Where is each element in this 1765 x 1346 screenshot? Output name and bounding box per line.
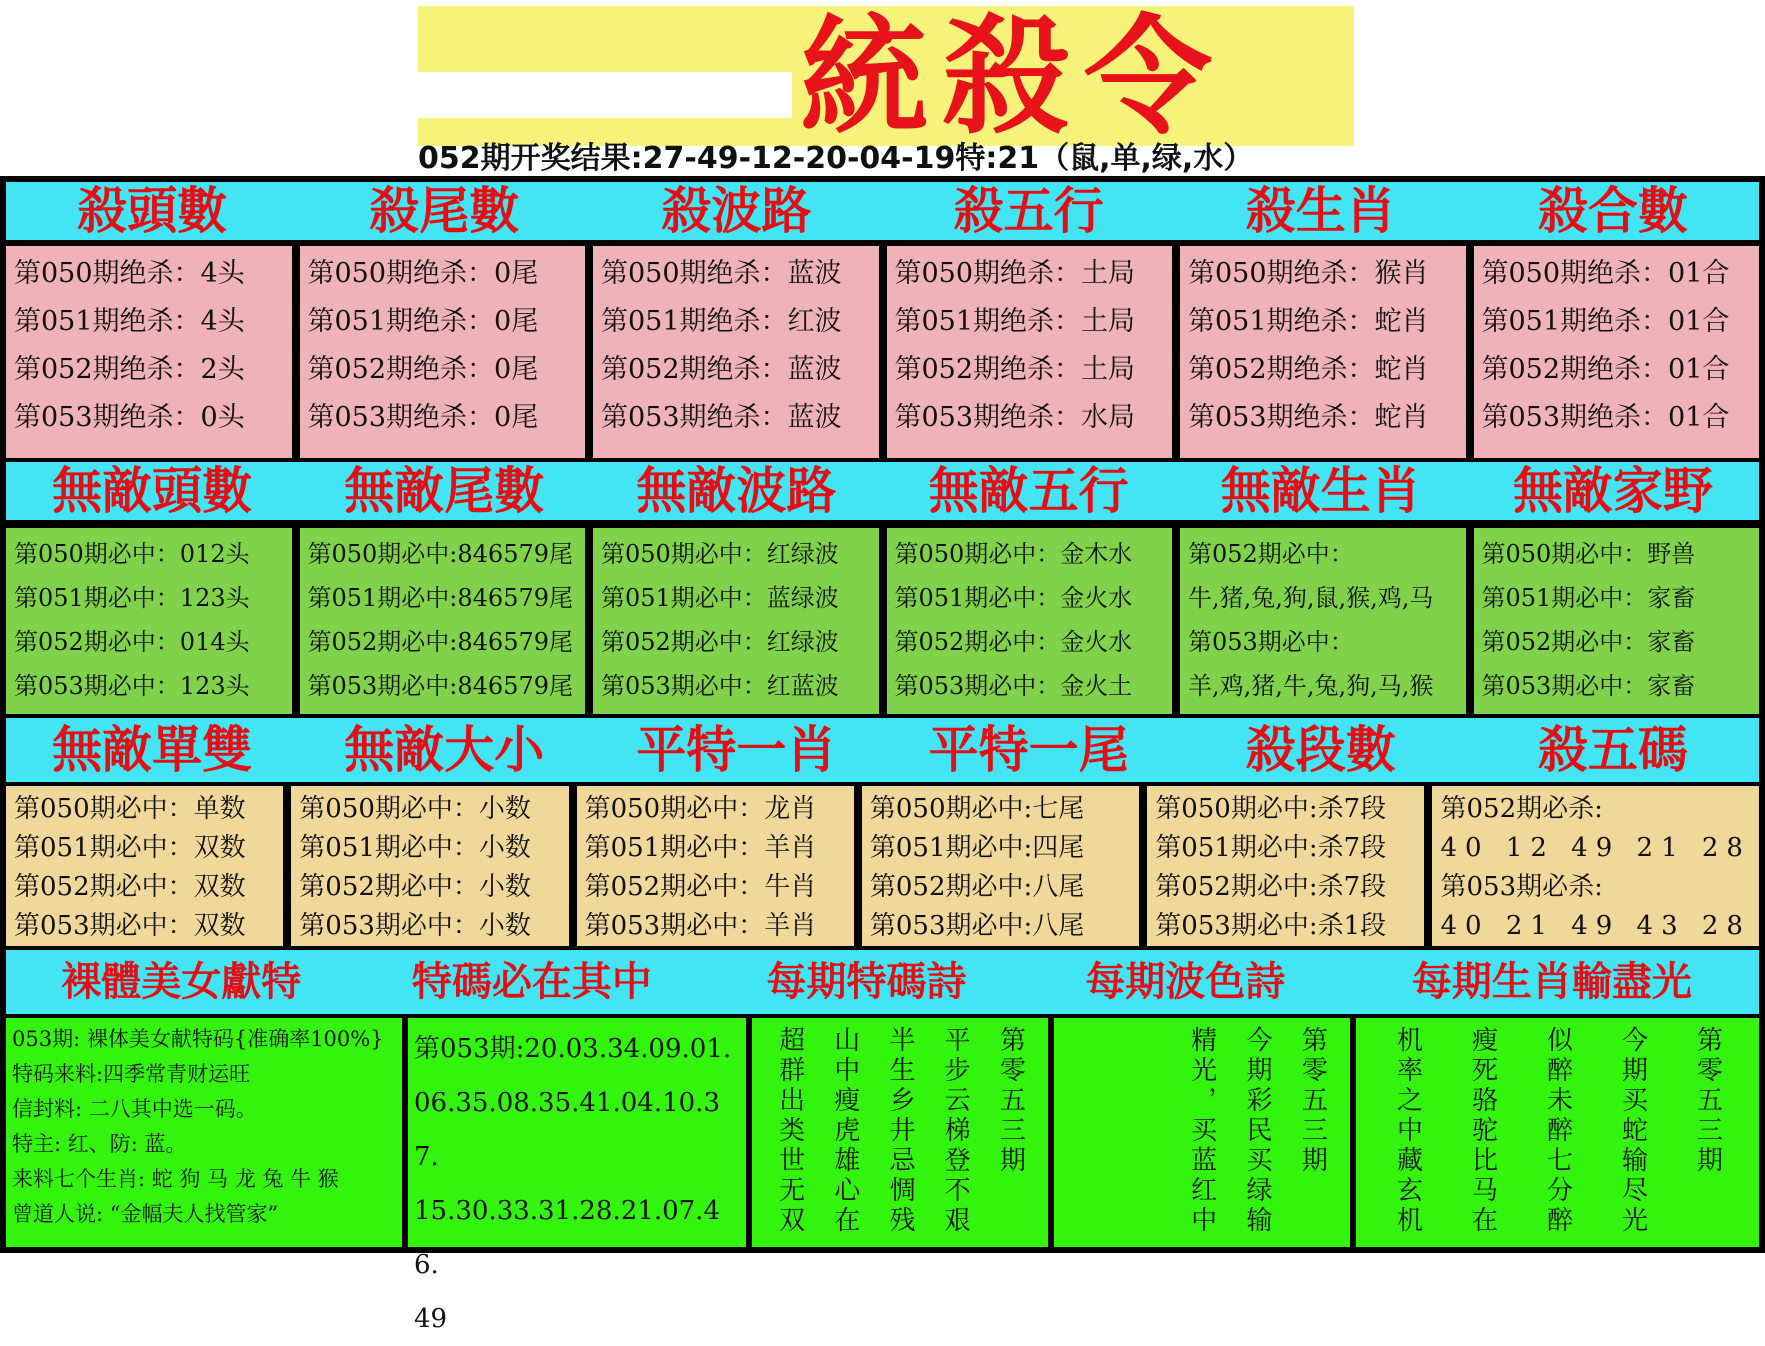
header-invincible-head: 無敵頭數 bbox=[52, 461, 253, 520]
kill-wave-column bbox=[593, 246, 879, 458]
tema-line: 49 bbox=[414, 1304, 448, 1334]
header-flat-tail: 平特一尾 bbox=[928, 720, 1129, 779]
tema-poem-panel bbox=[752, 1018, 1048, 1247]
header-kill-sum: 殺合數 bbox=[1537, 181, 1688, 240]
list-item: 第051期必中：123头 bbox=[14, 584, 250, 612]
header-invincible-tail: 無敵尾數 bbox=[344, 461, 545, 520]
list-item: 牛,猪,兔,狗,鼠,猴,鸡,马 bbox=[1188, 584, 1434, 612]
kill-numbers: 40 12 49 21 28 bbox=[1440, 833, 1751, 863]
header-odd-even: 無敵單雙 bbox=[52, 720, 253, 779]
kill-segment-column bbox=[1147, 786, 1424, 946]
kill-numbers: 40 21 49 43 28 bbox=[1440, 911, 1751, 941]
list-item: 第053期绝杀：0头 bbox=[14, 402, 245, 433]
list-item: 第052期必中：牛肖 bbox=[584, 872, 817, 902]
header-tema-poem: 每期特碼詩 bbox=[766, 959, 967, 1005]
kill-five-column bbox=[1432, 786, 1758, 946]
section4-body bbox=[6, 1018, 1759, 1334]
header-wave-poem: 每期波色詩 bbox=[1085, 959, 1286, 1005]
list-item: 第051期绝杀：4头 bbox=[14, 306, 245, 337]
poem-column: 超群出类世无双 bbox=[774, 1026, 805, 1236]
list-item: 第053期必中：金火土 bbox=[894, 672, 1133, 700]
list-item: 第053期必中：小数 bbox=[299, 911, 531, 941]
list-item: 第051期必中：金火水 bbox=[894, 584, 1133, 612]
poem-column: 第零五三期 bbox=[995, 1026, 1026, 1176]
beauty-line: 特主: 红、防: 蓝。 bbox=[12, 1132, 187, 1156]
header-invincible-zodiac: 無敵生肖 bbox=[1220, 461, 1421, 520]
flat-zodiac-column bbox=[577, 786, 854, 946]
list-item: 第052期绝杀：蛇肖 bbox=[1188, 354, 1429, 385]
list-item: 第051期绝杀：蛇肖 bbox=[1188, 306, 1429, 337]
poem-column: 第零五三期 bbox=[1297, 1026, 1328, 1176]
list-item: 第053期必中：123头 bbox=[14, 672, 250, 700]
list-item: 第053期必杀: bbox=[1440, 872, 1603, 902]
list-item: 第050期绝杀：土局 bbox=[894, 258, 1136, 289]
list-item: 第052期绝杀：2头 bbox=[14, 354, 245, 385]
header-zodiac-lose: 每期生肖輸盡光 bbox=[1411, 959, 1692, 1005]
banner-white-strip bbox=[418, 72, 792, 118]
list-item: 第052期必杀: bbox=[1440, 794, 1603, 824]
logo-title: 統殺令 bbox=[800, 2, 1227, 152]
invincible-zodiac-column bbox=[1180, 528, 1466, 714]
list-item: 第052期绝杀：0尾 bbox=[307, 354, 539, 385]
list-item: 第051期必中：蓝绿波 bbox=[601, 584, 839, 612]
list-item: 第051期必中:846579尾 bbox=[307, 584, 574, 612]
list-item: 第051期必中：羊肖 bbox=[584, 833, 817, 863]
list-item: 第050期必中：红绿波 bbox=[601, 540, 839, 568]
poem-column: 精光，买蓝红中 bbox=[1186, 1026, 1217, 1236]
list-item: 第053期绝杀：0尾 bbox=[307, 402, 539, 433]
kill-tail-column bbox=[300, 246, 586, 458]
kill-sum-column bbox=[1474, 246, 1760, 458]
list-item: 第051期必中：小数 bbox=[299, 833, 531, 863]
list-item: 第052期必中:八尾 bbox=[869, 872, 1085, 902]
list-item: 第051期绝杀：土局 bbox=[894, 306, 1136, 337]
list-item: 第053期绝杀：蛇肖 bbox=[1188, 402, 1429, 433]
kill-element-column bbox=[887, 246, 1173, 458]
flat-tail-column bbox=[862, 786, 1139, 946]
list-item: 第052期必中：家畜 bbox=[1481, 628, 1696, 656]
list-item: 第050期必中：012头 bbox=[14, 540, 250, 568]
list-item: 第050期必中:七尾 bbox=[869, 794, 1085, 824]
header-kill-tail: 殺尾數 bbox=[369, 181, 520, 240]
header-big-small: 無敵大小 bbox=[344, 720, 545, 779]
list-item: 第053期绝杀：01合 bbox=[1481, 402, 1730, 433]
kill-zodiac-column bbox=[1180, 246, 1466, 458]
list-item: 第050期绝杀：0尾 bbox=[307, 258, 539, 289]
list-item: 第050期必中：龙肖 bbox=[584, 794, 817, 824]
list-item: 第052期必中：金火水 bbox=[894, 628, 1133, 656]
header-kill-segment: 殺段數 bbox=[1245, 720, 1396, 779]
header-tema: 特碼必在其中 bbox=[411, 959, 652, 1005]
header-invincible-domestic-wild: 無敵家野 bbox=[1512, 461, 1713, 520]
beauty-line: 来料七个生肖: 蛇 狗 马 龙 兔 牛 猴 bbox=[12, 1167, 339, 1191]
list-item: 第053期绝杀：蓝波 bbox=[601, 402, 842, 433]
poem-column: 瘦死骆驼比马在 bbox=[1467, 1026, 1498, 1236]
list-item: 第053期必中:846579尾 bbox=[307, 672, 574, 700]
list-item: 第053期必中：家畜 bbox=[1481, 672, 1696, 700]
draw-result: 052期开奖结果:27-49-12-20-04-19特:21（鼠,单,绿,水） bbox=[418, 141, 1254, 176]
header-kill-head: 殺頭數 bbox=[77, 181, 228, 240]
wave-poem-panel bbox=[1054, 1018, 1350, 1247]
odd-even-column bbox=[6, 786, 283, 946]
beauty-line: 特码来料:四季常青财运旺 bbox=[12, 1062, 251, 1086]
list-item: 第052期必中：小数 bbox=[299, 872, 531, 902]
list-item: 第050期必中：小数 bbox=[299, 794, 531, 824]
list-item: 第050期绝杀：01合 bbox=[1481, 258, 1730, 289]
beauty-line: 053期: 裸体美女献特码{准确率100%} bbox=[12, 1027, 384, 1051]
section4-header bbox=[6, 950, 1759, 1014]
list-item: 第050期绝杀：4头 bbox=[14, 258, 245, 289]
list-item: 第053期必中:八尾 bbox=[869, 911, 1085, 941]
list-item: 第052期必中：014头 bbox=[14, 628, 250, 656]
section3-header bbox=[6, 718, 1759, 782]
section1-body bbox=[6, 246, 1759, 458]
poem-column: 机率之中藏玄机 bbox=[1392, 1026, 1423, 1236]
invincible-element-column bbox=[887, 528, 1173, 714]
kill-head-column bbox=[6, 246, 292, 458]
beauty-panel bbox=[6, 1018, 402, 1247]
list-item: 第053期必中：羊肖 bbox=[584, 911, 817, 941]
list-item: 第050期必中:846579尾 bbox=[307, 540, 574, 568]
list-item: 第053期必中:杀1段 bbox=[1155, 911, 1387, 941]
poem-column: 山中瘦虎雄心在 bbox=[829, 1026, 860, 1236]
header-beauty: 裸體美女獻特 bbox=[61, 959, 302, 1005]
invincible-tail-column bbox=[300, 528, 586, 714]
list-item: 第051期绝杀：01合 bbox=[1481, 306, 1730, 337]
poem-column: 半生乡井忌惆残 bbox=[884, 1026, 915, 1236]
poem-column: 第零五三期 bbox=[1692, 1026, 1723, 1176]
list-item: 第052期绝杀：01合 bbox=[1481, 354, 1730, 385]
beauty-line: 曾道人说: “金幅夫人找管家” bbox=[12, 1202, 279, 1226]
list-item: 第053期必中： bbox=[1188, 628, 1354, 656]
list-item: 第051期必中：家畜 bbox=[1481, 584, 1696, 612]
list-item: 第052期必中：红绿波 bbox=[601, 628, 839, 656]
section2-header bbox=[6, 462, 1759, 520]
list-item: 第050期必中:杀7段 bbox=[1155, 794, 1387, 824]
list-item: 第050期必中：金木水 bbox=[894, 540, 1133, 568]
list-item: 第051期绝杀：0尾 bbox=[307, 306, 539, 337]
big-small-column bbox=[291, 786, 568, 946]
tema-line: 15.30.33.31.28.21.07.46. bbox=[414, 1196, 720, 1280]
list-item: 第052期必中： bbox=[1188, 540, 1354, 568]
list-item: 第051期绝杀：红波 bbox=[601, 306, 842, 337]
list-item: 第051期必中:四尾 bbox=[869, 833, 1085, 863]
section3-body bbox=[6, 786, 1759, 946]
header-kill-zodiac: 殺生肖 bbox=[1245, 181, 1396, 240]
section2-body bbox=[6, 528, 1759, 714]
list-item: 第052期绝杀：蓝波 bbox=[601, 354, 842, 385]
invincible-wave-column bbox=[593, 528, 879, 714]
tema-line: 第053期:20.03.34.09.01. bbox=[414, 1034, 732, 1064]
header-kill-wave: 殺波路 bbox=[661, 181, 812, 240]
poem-column: 今期彩民买绿输 bbox=[1241, 1026, 1272, 1236]
list-item: 第050期必中：野兽 bbox=[1481, 540, 1696, 568]
list-item: 羊,鸡,猪,牛,兔,狗,马,猴 bbox=[1188, 672, 1434, 700]
header-flat-zodiac: 平特一肖 bbox=[636, 720, 837, 779]
list-item: 第053期绝杀：水局 bbox=[894, 402, 1136, 433]
invincible-domestic-wild-column bbox=[1474, 528, 1760, 714]
header-kill-five: 殺五碼 bbox=[1537, 720, 1688, 779]
list-item: 第050期绝杀：猴肖 bbox=[1188, 258, 1429, 289]
list-item: 第051期必中:杀7段 bbox=[1155, 833, 1387, 863]
poem-column: 似醉未醉七分醉 bbox=[1542, 1026, 1573, 1236]
invincible-head-column bbox=[6, 528, 292, 714]
list-item: 第052期必中：双数 bbox=[14, 872, 246, 902]
beauty-line: 信封料: 二八其中选一码。 bbox=[12, 1097, 257, 1121]
poem-column: 今期买蛇输尽光 bbox=[1617, 1026, 1648, 1236]
list-item: 第051期必中：双数 bbox=[14, 833, 246, 863]
list-item: 第050期绝杀：蓝波 bbox=[601, 258, 842, 289]
tema-line: 06.35.08.35.41.04.10.37. bbox=[414, 1088, 720, 1172]
list-item: 第053期必中：双数 bbox=[14, 911, 246, 941]
header-kill-element: 殺五行 bbox=[953, 181, 1104, 240]
list-item: 第052期必中:846579尾 bbox=[307, 628, 574, 656]
list-item: 第053期必中：红蓝波 bbox=[601, 672, 839, 700]
header-invincible-element: 無敵五行 bbox=[928, 461, 1129, 520]
list-item: 第052期绝杀：土局 bbox=[894, 354, 1136, 385]
zodiac-lose-panel bbox=[1356, 1018, 1759, 1247]
header-invincible-wave: 無敵波路 bbox=[636, 461, 837, 520]
section1-header bbox=[6, 182, 1759, 240]
list-item: 第052期必中:杀7段 bbox=[1155, 872, 1387, 902]
poem-column: 平步云梯登不艰 bbox=[940, 1026, 971, 1236]
list-item: 第050期必中：单数 bbox=[14, 794, 246, 824]
tema-panel bbox=[408, 1018, 746, 1334]
